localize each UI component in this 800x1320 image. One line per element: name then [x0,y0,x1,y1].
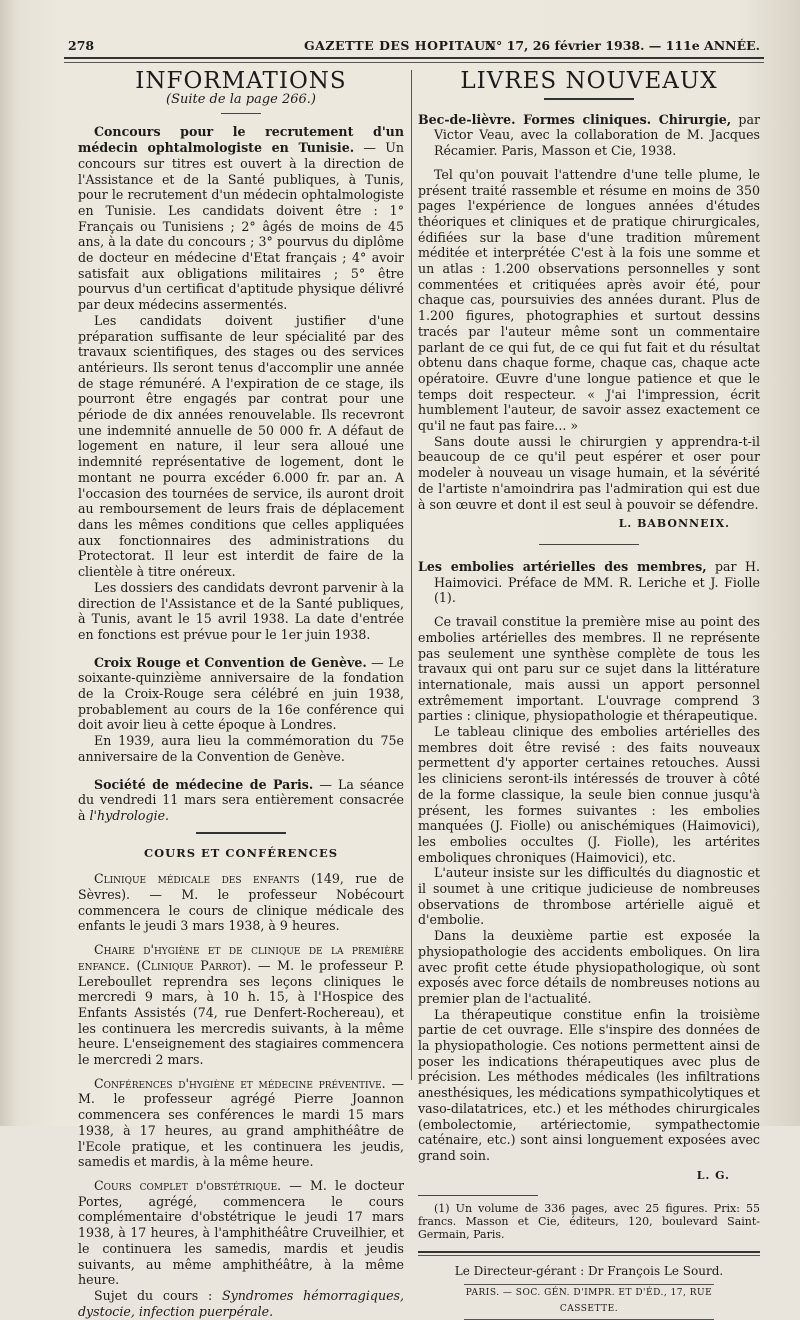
journal-name: GAZETTE DES HOPITAUX [304,38,496,53]
book-title: Les embolies artérielles des membres, [418,558,707,574]
notice-heading: Cours complet d'obstétrique. [94,1178,282,1193]
review-paragraph: L'auteur insiste sur les difficultés du diagnostic et il soumet à une critique judicieuse de nombreuses observations de thrombose artérielle aiguë et d'embolie. [418,865,760,928]
divider [539,544,639,545]
footnote-rule [418,1195,538,1196]
divider [544,98,634,100]
notice-heading: Chaire d'hygiène et de clinique de la première enfance. (Clinique Parrot). [78,942,404,973]
notice-clinique: Clinique médicale des enfants (149, rue de Sèvres). — M. le professeur Nobécourt commencera le cours de clinique médicale des enfants le jeudi 3 mars 1938, à 9 heures. [78,871,404,934]
review-paragraph: Dans la deuxième partie est exposée la physiopathologie des accidents emboliques. On lira avec profit cette étude physiopathologique, où sont exposés avec force détails de nombreuses notions au premier plan de l'actualité. [418,928,760,1006]
printer-line: PARIS. — SOC. GÉN. D'IMPR. ET D'ÉD., 17, RUE CASSETTE. [464,1284,714,1319]
article-heading: Croix Rouge et Convention de Genève. [94,654,367,670]
review-paragraph: Tel qu'on pouvait l'attendre d'une telle plume, le présent traité rassemble et résume en moins de 350 pages l'expérience de longues années d'études théoriques et cliniques et de pratique chirurgicales, édifiées sur la base d'une tradition mûrement méditée et interprétée C'est à la fois une somme et un atlas : 1.200 observations personnelles y sont commentées et critiquées après avoir été, pour chaque cas, poursuivies des années durant. Plus de 1.200 figures, photographies et surtout dessins tracés par l'auteur même sont un commentaire parlant de ce qui fut, de ce qui fut fait et du résultat obtenu dans chaque forme, chaque cas, chaque acte opératoire. Œuvre d'une longue patience et que le temps doit respecteur. « J'ai l'impression, écrit humblement l'auteur, de savoir assez exactement ce qu'il ne faut pas faire... » [418,166,760,434]
section-title-informations: INFORMATIONS [135,68,347,94]
bottom-rule-thin [418,1255,760,1256]
review-paragraph: La thérapeutique constitue enfin la troisième partie de cet ouvrage. Elle s'inspire des données de la physiopathologie. Ces notions permettent ainsi de poser les indications thérapeutiques avec plus de précision. Les méthodes médicales (les infiltrations anesthésiques, les médications sympathicolytiques et vaso-dilatatrices, etc.) et les méthodes chirurgicales (embolectomie, artériectomie, sympathectomie caténaire, etc.) sont ainsi longuement exposées avec grand soin. [418,1006,760,1163]
section-subtitle: (Suite de la page 266.) [166,91,316,107]
review-signature: L. G. [696,1168,730,1182]
header-rule-thin [64,62,764,63]
book-reference: Bec-de-lièvre. Formes cliniques. Chirurgie, par Victor Veau, avec la collaboration de M. Jacques Récamier. Paris, Masson et Cie, 1938. [418,111,760,159]
notice-heading: Conférences d'hygiène et médecine préventive. [94,1075,386,1091]
page-number: 278 [68,38,95,53]
page-header [64,38,764,58]
publisher-line: Le Directeur-gérant : Dr François Le Sourd. [454,1264,724,1279]
notice-heading: Clinique médicale des enfants [94,871,300,887]
header-rule [64,57,764,59]
paragraph: Les dossiers des candidats devront parvenir à la direction de l'Assistance et de la Santé publiques, à Tunis, avant le 15 avril 1938. La date d'entrée en fonctions est prévue pour le 1er juin 1938. [78,579,404,642]
footnote: (1) Un volume de 336 pages, avec 25 figures. Prix: 55 francs. Masson et Cie, éditeurs, 120, boulevard Saint-Germain, Paris. [418,1202,760,1242]
article-croix-rouge: Croix Rouge et Convention de Genève. — Le soixante-quinzième anniversaire de la fondation de la Croix-Rouge sera célébré en juin 1938, probablement au cours de la 16e conférence qui doit avoir lieu à cette époque à Londres. [78,654,405,733]
book-reference: Les embolies artérielles des membres, par H. Haimovici. Préface de MM. R. Leriche et J. Fiolle (1). [418,558,760,606]
book-title: Bec-de-lièvre. Formes cliniques. Chirurgie, [418,111,732,127]
paragraph: Les candidats doivent justifier d'une préparation suffisante de leur spécialité par des travaux scientifiques, des stages ou des services antérieurs. Ils seront tenus d'accomplir une année de stage rémunéré. A l'expiration de ce stage, ils pourront être engagés par contrat pour une période de dix années renouvelable. Ils recevront une indemnité annuelle de 50 000 fr. A défaut de logement en nature, il leur sera alloué une indemnité représentative de logement, dont le montant ne pourra excéder 6.000 fr. par an. A l'occasion des tournées de service, ils auront droit au remboursement de leurs frais de déplacement dans les mêmes conditions que celles appliquées aux fonctionnaires des administrations du Protectorat. Il leur est interdit de faire de la clientèle à titre onéreux. [78,312,404,580]
review-signature: L. BABONNEIX. [618,517,730,531]
column-divider [411,70,412,1080]
section-title-livres: LIVRES NOUVEAUX [460,68,718,94]
notice-chaire: Chaire d'hygiène et de clinique de la première enfance. (Clinique Parrot). — M. le professeur P. Lereboullet reprendra ses leçons cliniques le mercredi 9 mars, à 10 h. 15, à l'Hospice des Enfants Assistés (74, rue Denfert-Rochereau), et les continuera les mercredis suivants, à la même heure. L'enseignement des stagiaires commencera le mercredi 2 mars. [78,942,404,1068]
course-subject: Sujet du cours : Syndromes hémorragiques, dystocie, infection puerpérale. [78,1287,404,1319]
article-heading: Concours pour le recrutement d'un médecin ophtalmologiste en Tunisie. [78,124,404,156]
subsection-heading: COURS ET CONFÉRENCES [143,845,339,860]
article-heading: Société de médecine de Paris. [94,776,314,792]
review-paragraph: Le tableau clinique des embolies artérielles des membres doit être revisé : des faits nouveaux permettent d'y apporter certaines retouches. Aussi les cliniciens seront-ils intéressés de trouver à côté de la forme classique, la seule bien connue jusqu'à présent, les formes suivantes : les embolies manquées (J. Fiolle) ou anischémiques (Haimovici), les embolies occultes (J. Fiolle), les artérites emboliques chroniques (Haimovici), etc. [418,724,760,865]
review-paragraph: Ce travail constitue la première mise au point des embolies artérielles des membres. Il ne représente pas seulement une synthèse complète de tous les travaux qui ont paru sur ce sujet dans la littérature internationale, mais aussi un apport personnel extrêmement important. L'ouvrage comprend 3 parties : clinique, physiopathologie et thérapeutique. [418,614,760,724]
divider [196,832,286,834]
divider [221,113,261,114]
left-column [78,70,404,1319]
issue-info: N° 17, 26 février 1938. — 111e ANNÉE. [484,38,760,53]
bottom-rule [418,1251,760,1253]
paragraph: En 1939, aura lieu la commémoration du 75e anniversaire de la Convention de Genève. [78,733,404,764]
review-paragraph: Sans doute aussi le chirurgien y apprendra-t-il beaucoup de ce qu'il peut espérer et oser pour modeler à nouveau un visage humain, et la sévérité de l'artiste n'amoindrira pas l'admiration qui est due à son œuvre et dont il est seul à pouvoir se défendre. [418,433,760,512]
right-column [418,70,760,1320]
notice-obstetrique: Cours complet d'obstétrique. — M. le docteur Portes, agrégé, commencera le cours complémentaire d'obstétrique le jeudi 17 mars 1938, à 17 heures, à l'amphithéâtre Cruveilhier, et le continuera les samedis, mardis et jeudis suivants, au même amphithéâtre, à la même heure. [78,1178,404,1288]
article-societe: Société de médecine de Paris. — La séance du vendredi 11 mars sera entièrement consacrée à l'hydrologie. [78,776,404,823]
notice-conferences: Conférences d'hygiène et médecine préventive. — M. le professeur agrégé Pierre Joannon commencera ses conférences le mardi 15 mars 1938, à 17 heures, au grand amphithéâtre de l'Ecole pratique, et les continuera les jeudis, samedis et mardis, à la même heure. [78,1075,404,1170]
article-concours: Concours pour le recrutement d'un médecin ophtalmologiste en Tunisie. — Un concours sur titres est ouvert à la direction de l'Assistance et de la Santé publiques, à Tunis, pour le recrutement d'un médecin ophtalmologiste en Tunisie. Les candidats doivent être : 1° Français ou Tunisiens ; 2° âgés de moins de 45 ans, à la date du concours ; 3° pourvus du diplôme de docteur en médecine d'Etat français ; 4° avoir satisfait aux obligations militaires ; 5° être pourvus d'un certificat d'aptitude physique délivré par deux médecins assermentés. [78,124,404,313]
